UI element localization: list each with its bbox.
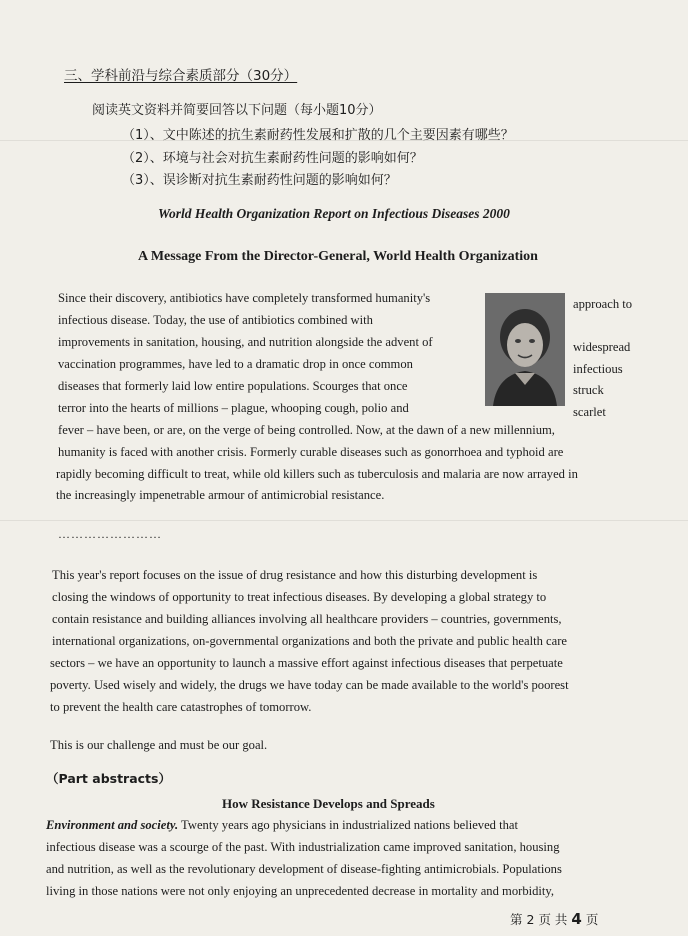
section-heading: 三、学科前沿与综合素质部分（30分） [64,68,298,84]
page-suffix: 页 [585,912,599,927]
para2-line: poverty. Used wisely and widely, the drugs we have today can be made available to the world's poorest [50,678,569,692]
para3: This is our challenge and must be our goal. [50,738,268,752]
para1-line: vaccination programmes, have led to a dramatic drop in once common [58,357,413,371]
page-footer [510,910,598,928]
para4-line: infectious disease was a scourge of the past. With industrialization came improved sanitation, housing [46,840,560,854]
para1-line: diseases that formerly laid low entire populations. Scourges that once [58,379,408,393]
page-number: 2 [526,912,535,927]
para1-line: fever – have been, or are, on the verge of being controlled. Now, at the dawn of a new millennium, [58,423,555,437]
question-3: （3）、误诊断对抗生素耐药性问题的影响如何？ [122,173,397,188]
para4-first-line [46,818,518,833]
para2-line: sectors – we have an opportunity to launch a massive effort against infectious diseases that perpetuate [50,656,563,670]
para1-line: humanity is faced with another crisis. Formerly curable diseases such as gonorrhoea and typhoid are [58,445,564,459]
para2-line: to prevent the health care catastrophes of tomorrow. [50,700,312,714]
scan-artifact [0,520,688,521]
para1-side-word: scarlet [573,405,606,419]
para1-line: the increasingly impenetrable armour of antimicrobial resistance. [56,488,385,502]
para1-side-word: widespread [573,340,631,354]
para1-side-word: approach to [573,297,633,311]
question-2: （2）、环境与社会对抗生素耐药性问题的影响如何？ [122,151,423,166]
para2-line: contain resistance and building alliances involving all healthcare providers – countries, governments, [52,612,562,626]
para2-line: This year's report focuses on the issue of drug resistance and how this disturbing development is [52,568,538,582]
report-title: World Health Organization Report on Infectious Diseases 2000 [158,206,510,221]
para1-line: infectious disease. Today, the use of antibiotics combined with [58,313,373,327]
para1-side-word: struck [573,383,604,397]
para1-line: Since their discovery, antibiotics have completely transformed humanity's [58,291,431,305]
para4-line: and nutrition, as well as the revolutionary development of disease-fighting antimicrobials. Populations [46,862,562,876]
para1-line: rapidly becoming difficult to treat, while old killers such as tuberculosis and malaria are now arrayed in [56,467,578,481]
para2-line: closing the windows of opportunity to treat infectious diseases. By developing a global strategy to [52,590,547,604]
para4-first-rest: Twenty years ago physicians in industrialized nations believed that [178,818,519,832]
para4-line: living in those nations were not only enjoying an unprecedented decrease in mortality and morbidity, [46,884,555,898]
para2-line: international organizations, on-governmental organizations and both the private and public health care [52,634,568,648]
para1-side-word: infectious [573,362,623,376]
para1-line: improvements in sanitation, housing, and nutrition alongside the advent of [58,335,433,349]
subheading: How Resistance Develops and Spreads [222,796,435,811]
section-instructions: 阅读英文资料并简要回答以下问题（每小题10分） [92,103,382,118]
page-mid: 页 共 [538,912,568,927]
omission-ellipsis: …………………… [58,527,162,541]
total-pages: 4 [571,910,582,928]
question-1: （1）、文中陈述的抗生素耐药性发展和扩散的几个主要因素有哪些？ [122,128,514,143]
message-title: A Message From the Director-General, World Health Organization [138,249,538,264]
director-general-photo [485,293,565,406]
para4-lead: Environment and society. [46,818,179,832]
para1-line: terror into the hearts of millions – plague, whooping cough, polio and [58,401,409,415]
page-prefix: 第 [510,912,523,927]
part-abstracts-label: （Part abstracts） [46,771,171,786]
